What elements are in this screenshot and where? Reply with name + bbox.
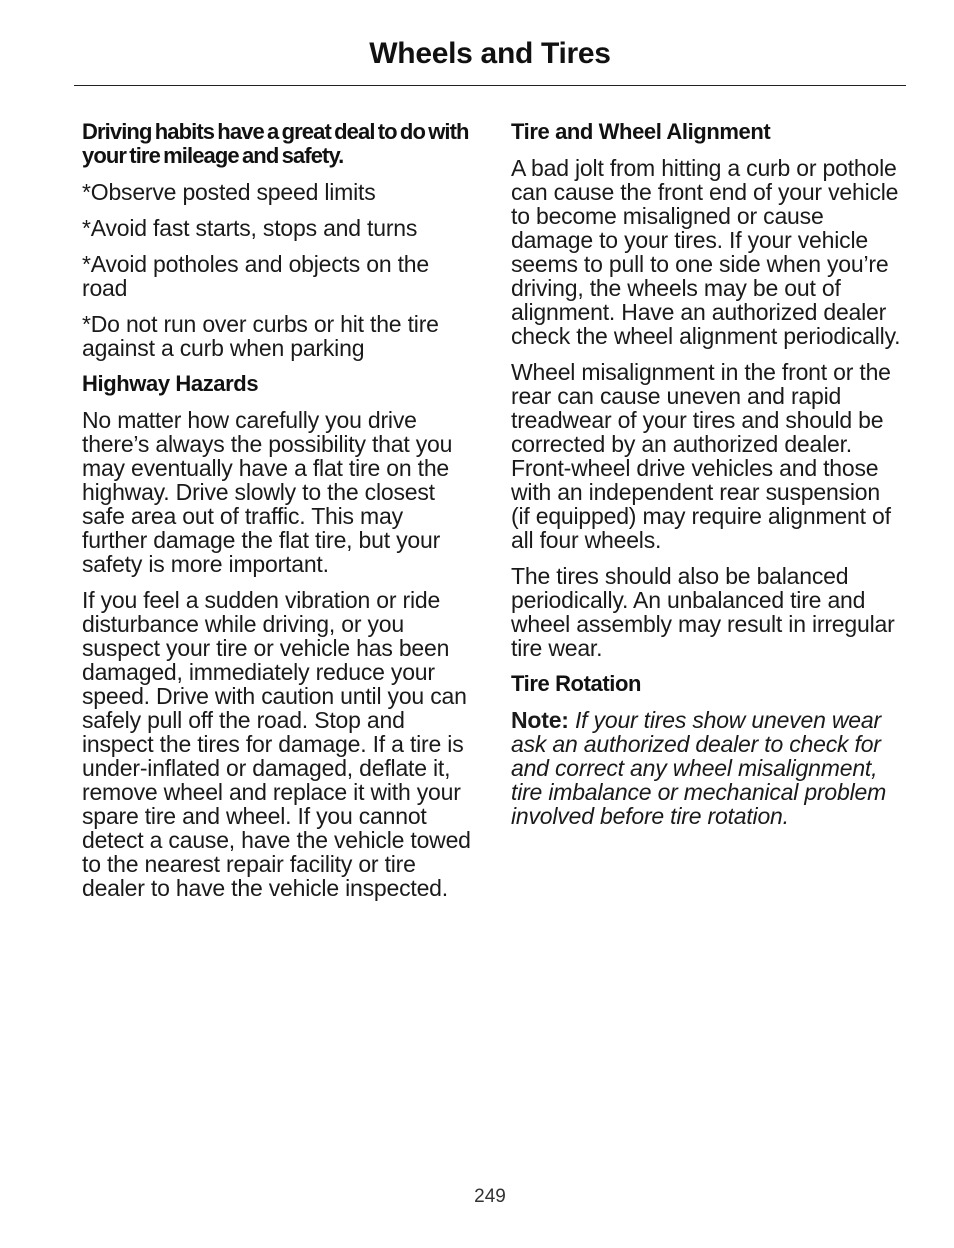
habit-item: *Observe posted speed limits: [82, 179, 376, 205]
habit-item: *Do not run over curbs or hit the tire against a curb when parking: [82, 311, 439, 361]
alignment-paragraph: A bad jolt from hitting a curb or pothole can cause the front end of your vehicle to become misaligned or cause damage to your tires. If your vehicle seems to pull to one side when you’re driving, the wheels may be out of alignment. Have an authorized dealer check the wheel alignment periodically.: [511, 155, 901, 349]
highway-paragraph: If you feel a sudden vibration or ride disturbance while driving, or you suspect your tire or vehicle has been damaged, immediately reduce your speed. Drive with caution until you can safely pull off the road. Stop and inspect the tires for damage. If a tire is under-inflated or damaged, deflate it, remove wheel and replace it with your spare tire and wheel. If you cannot detect a cause, have the vehicle towed to the nearest repair facility or tire dealer to have the vehicle inspected.: [82, 587, 471, 901]
page-title: Wheels and Tires: [369, 37, 611, 70]
page-header: [74, 34, 906, 86]
alignment-paragraph: Wheel misalignment in the front or the rear can cause uneven and rapid treadwear of your tires and should be corrected by an authorized dealer. Front-wheel drive vehicles and those with an independent rear suspension (if equipped) may require alignment of all four wheels.: [511, 359, 891, 553]
right-column: [511, 120, 903, 840]
rotation-note: [511, 708, 903, 828]
driving-habits-heading: Driving habits have a great deal to do with your tire mileage and safety.: [82, 119, 469, 168]
highway-hazards-heading: Highway Hazards: [82, 371, 259, 396]
note-label: Note:: [511, 707, 569, 733]
alignment-paragraph: The tires should also be balanced periodically. An unbalanced tire and wheel assembly may result in irregular tire wear.: [511, 563, 895, 661]
habit-item: *Avoid potholes and objects on the road: [82, 251, 429, 301]
note-text: If your tires show uneven wear ask an authorized dealer to check for and correct any wheel misalignment, tire imbalance or mechanical problem involved before tire rotation.: [511, 707, 887, 829]
alignment-heading: Tire and Wheel Alignment: [511, 119, 771, 144]
tire-rotation-heading: Tire Rotation: [511, 671, 642, 696]
page-number: 249: [474, 1186, 506, 1207]
highway-paragraph: No matter how carefully you drive there’s always the possibility that you may eventually have a flat tire on the highway. Drive slowly to the closest safe area out of traffic. This may further damage the flat tire, but your safety is more important.: [82, 407, 453, 577]
left-column: [82, 120, 474, 912]
habit-item: *Avoid fast starts, stops and turns: [82, 215, 418, 241]
